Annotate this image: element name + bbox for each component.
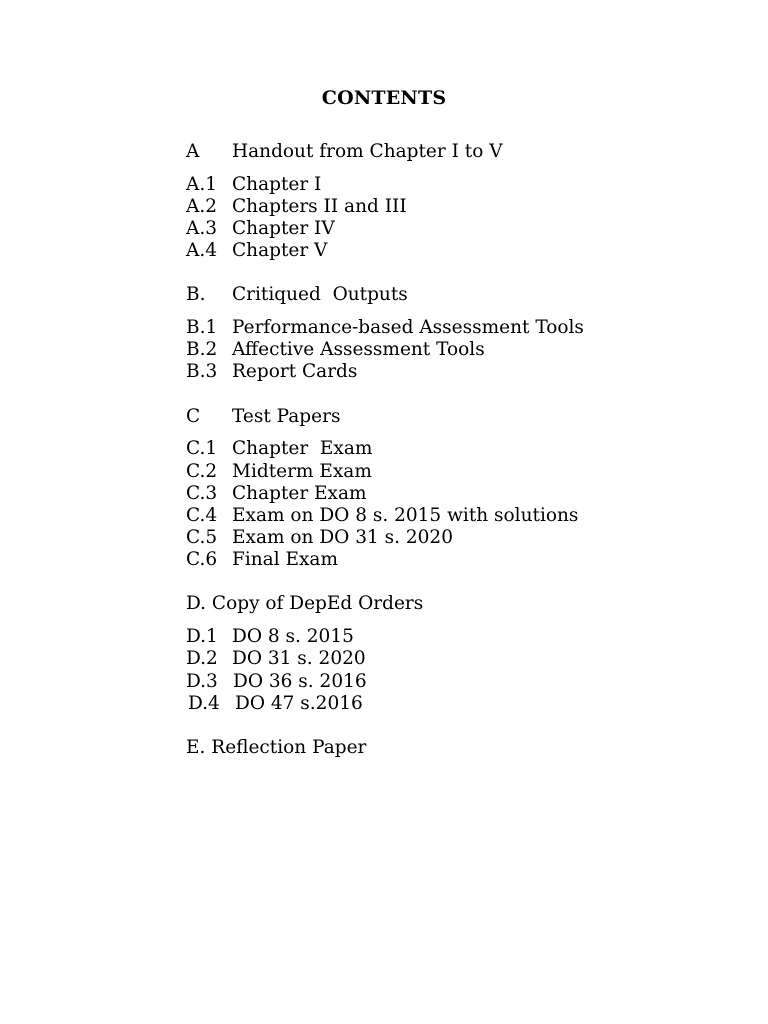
list-item xyxy=(186,461,372,483)
section-label: Handout from Chapter I to V xyxy=(232,141,503,162)
item-label: Exam on DO 31 s. 2020 xyxy=(232,527,453,548)
list-item xyxy=(186,648,366,670)
item-label: Final Exam xyxy=(232,549,339,570)
section-code: A xyxy=(186,141,200,162)
section-heading-c xyxy=(186,406,341,428)
list-item xyxy=(186,317,584,339)
list-item xyxy=(186,438,373,460)
item-code: B.3 xyxy=(186,361,218,382)
list-item xyxy=(186,671,367,693)
section-heading-b xyxy=(186,284,408,306)
item-code: B.1 xyxy=(186,317,218,338)
item-label: Chapter V xyxy=(232,240,328,261)
item-code: A.3 xyxy=(186,218,218,239)
item-label: Midterm Exam xyxy=(232,461,372,482)
list-item xyxy=(186,174,322,196)
item-code: B.2 xyxy=(186,339,218,360)
item-label: Chapters II and III xyxy=(232,196,407,217)
section-heading-d xyxy=(186,593,424,615)
item-code: D.2 xyxy=(186,648,218,669)
item-code: C.4 xyxy=(186,505,218,526)
list-item xyxy=(186,218,335,240)
section-label: Critiqued Outputs xyxy=(232,284,408,305)
section-label: Test Papers xyxy=(232,406,341,427)
item-code: C.6 xyxy=(186,549,218,570)
item-label: Chapter I xyxy=(232,174,322,195)
list-item xyxy=(186,626,354,648)
item-label: DO 47 s.2016 xyxy=(235,693,363,714)
page-title: CONTENTS xyxy=(321,87,447,109)
item-code: C.1 xyxy=(186,438,218,459)
list-item xyxy=(186,240,328,262)
section-code: B. xyxy=(186,284,206,305)
list-item xyxy=(186,527,453,549)
item-label: Chapter IV xyxy=(232,218,335,239)
item-label: DO 8 s. 2015 xyxy=(232,626,354,647)
item-label: Exam on DO 8 s. 2015 with solutions xyxy=(232,505,579,526)
item-label: Chapter Exam xyxy=(232,483,367,504)
section-heading-text: D. Copy of DepEd Orders xyxy=(186,593,424,614)
item-code: C.5 xyxy=(186,527,218,548)
item-label: Chapter Exam xyxy=(232,438,373,459)
item-label: DO 31 s. 2020 xyxy=(232,648,366,669)
section-heading-text: E. Reflection Paper xyxy=(186,737,367,758)
list-item xyxy=(186,361,358,383)
item-code: C.2 xyxy=(186,461,218,482)
item-code: A.2 xyxy=(186,196,218,217)
list-item xyxy=(186,505,579,527)
item-code: A.4 xyxy=(186,240,218,261)
item-code: D.3 xyxy=(186,671,218,692)
list-item xyxy=(186,549,339,571)
item-code: D.4 xyxy=(188,693,220,714)
section-heading-a xyxy=(186,141,503,163)
item-code: D.1 xyxy=(186,626,218,647)
item-code: C.3 xyxy=(186,483,218,504)
list-item xyxy=(186,483,367,505)
list-item xyxy=(186,339,485,361)
section-code: C xyxy=(186,406,201,427)
item-code: A.1 xyxy=(186,174,218,195)
item-label: Report Cards xyxy=(232,361,358,382)
item-label: DO 36 s. 2016 xyxy=(233,671,367,692)
section-heading-e xyxy=(186,737,367,759)
list-item xyxy=(186,196,407,218)
item-label: Affective Assessment Tools xyxy=(232,339,485,360)
item-label: Performance-based Assessment Tools xyxy=(232,317,584,338)
list-item xyxy=(188,693,363,715)
